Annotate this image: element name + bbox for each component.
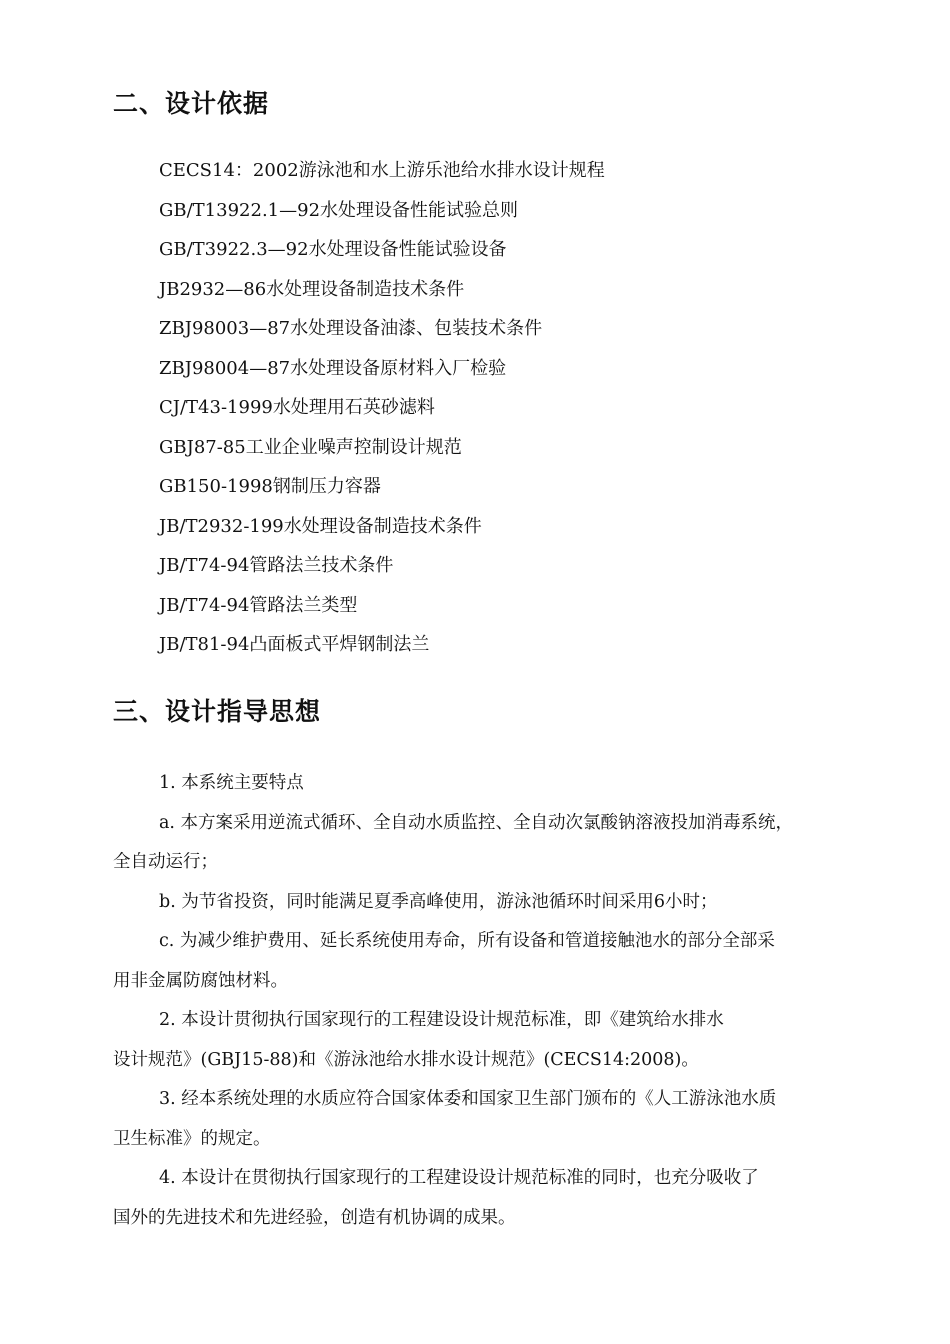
list-item: GB/T13922.1—92水处理设备性能试验总则 [159, 199, 519, 221]
paragraph-line: a. 本方案采用逆流式循环、全自动水质监控、全自动次氯酸钠溶液投加消毒系统， [159, 812, 794, 833]
paragraph-line: 国外的先进技术和先进经验，创造有机协调的成果。 [113, 1207, 516, 1228]
list-item: CJ/T43-1999水处理用石英砂滤料 [159, 397, 435, 418]
list-item: JB/T2932-199水处理设备制造技术条件 [159, 515, 482, 537]
paragraph [113, 764, 893, 804]
list-item: JB/T74-94管路法兰类型 [159, 594, 358, 616]
paragraph-line: 2. 本设计贯彻执行国家现行的工程建设设计规范标准，即《建筑给水排水 [159, 1010, 724, 1030]
paragraph-line: 1. 本系统主要特点 [159, 773, 304, 793]
paragraph-line: 全自动运行； [113, 852, 218, 872]
list-item: CECS14：2002游泳池和水上游乐池给水排水设计规程 [159, 160, 605, 181]
list-item: GB/T3922.3—92水处理设备性能试验设备 [159, 239, 507, 260]
section-heading-design-guiding-principles: 三、设计指导思想 [113, 697, 322, 726]
list-item: ZBJ98004—87水处理设备原材料入厂检验 [159, 357, 507, 379]
design-principles-body [113, 764, 893, 1238]
paragraph [113, 804, 893, 883]
list-item: GB150-1998钢制压力容器 [159, 476, 381, 497]
list-item: JB/T81-94凸面板式平焊钢制法兰 [159, 634, 430, 655]
reference-standards-list [159, 155, 605, 669]
paragraph [113, 883, 893, 923]
paragraph [113, 922, 893, 1001]
paragraph-line: 4. 本设计在贯彻执行国家现行的工程建设设计规范标准的同时，也充分吸收了 [159, 1168, 759, 1188]
paragraph-line: 卫生标准》的规定。 [113, 1128, 271, 1149]
section-heading-design-basis: 二、设计依据 [113, 89, 270, 118]
paragraph-line: b. 为节省投资，同时能满足夏季高峰使用，游泳池循环时间采用6小时； [159, 891, 718, 912]
list-item: ZBJ98003—87水处理设备油漆、包装技术条件 [159, 318, 543, 339]
paragraph [113, 1001, 893, 1080]
paragraph-line: 3. 经本系统处理的水质应符合国家体委和国家卫生部门颁布的《人工游泳池水质 [159, 1089, 777, 1109]
paragraph-line: 设计规范》(GBJ15-88)和《游泳池给水排水设计规范》(CECS14:2008)。 [113, 1049, 699, 1070]
list-item: GBJ87-85工业企业噪声控制设计规范 [159, 436, 462, 458]
list-item: JB2932—86水处理设备制造技术条件 [159, 278, 465, 300]
list-item: JB/T74-94管路法兰技术条件 [159, 555, 394, 576]
paragraph [113, 1080, 893, 1159]
paragraph [113, 1159, 893, 1238]
paragraph-line: c. 为减少维护费用、延长系统使用寿命，所有设备和管道接触池水的部分全部采 [159, 931, 775, 951]
paragraph-line: 用非金属防腐蚀材料。 [113, 970, 288, 991]
